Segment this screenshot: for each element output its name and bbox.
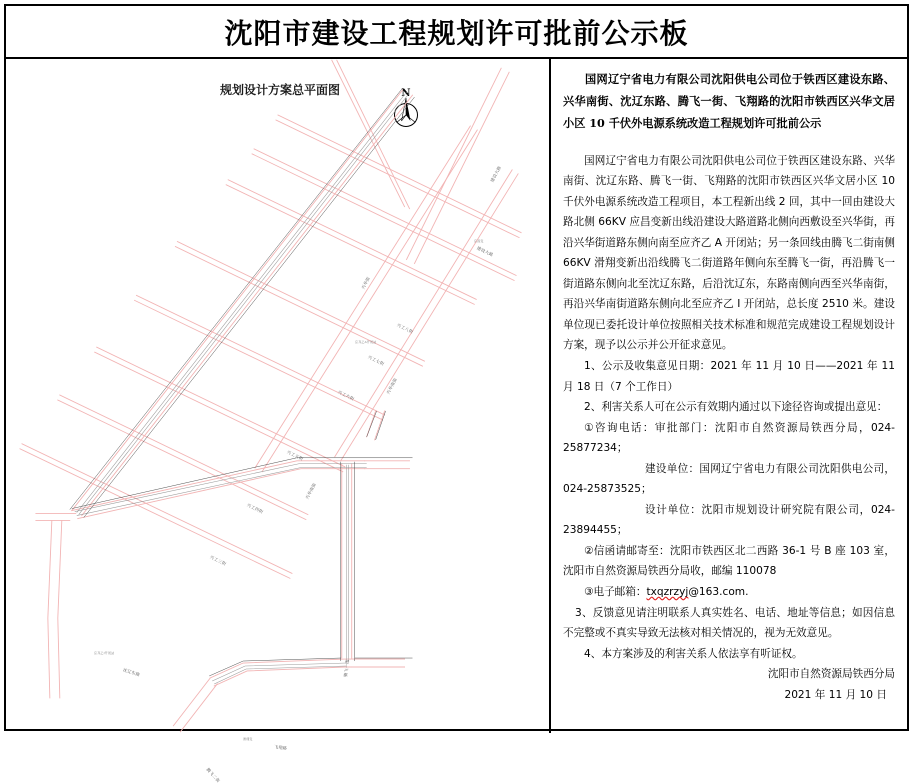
facility-label: 应昌变 bbox=[474, 239, 484, 243]
notice-item-1: 1、公示及收集意见日期：2021 年 11 月 10 日——2021 年 11 月 18 日（7 个工作日） bbox=[563, 360, 895, 393]
road-name-label: 建设大路 bbox=[489, 165, 503, 183]
notice-heading: 国网辽宁省电力有限公司沈阳供电公司位于铁西区建设东路、兴华南街、沈辽东路、腾飞一街、飞翔路的沈阳市铁西区兴华文居小区 10 千伏外电源系统改造工程规划许可批前公示 bbox=[563, 72, 895, 130]
board-title-bar bbox=[6, 6, 907, 59]
road-network-drawing bbox=[6, 59, 549, 733]
site-plan-panel bbox=[6, 59, 551, 784]
public-notice-board bbox=[4, 4, 909, 784]
notice-item-2d-mail-address: ②信函请邮寄至：沈阳市铁西区北二西路 36-1 号 B 座 103 室，沈阳市自然资源局铁西分局收，邮编 110078 bbox=[563, 544, 895, 578]
road-name-label: 兴工八街 bbox=[396, 322, 415, 335]
facility-label: 滑翔变 bbox=[243, 737, 253, 741]
signature-date: 2021 年 11 月 10 日 bbox=[784, 688, 887, 701]
road-name-label: 飞翔路 bbox=[273, 744, 288, 751]
svg-text:N: N bbox=[401, 88, 411, 99]
board-body bbox=[6, 59, 907, 784]
facility-label: 应齐乙I开闭站 bbox=[94, 651, 115, 655]
road-name-label: 兴工五街 bbox=[286, 449, 305, 462]
road-name-label: 兴工四街 bbox=[246, 502, 265, 515]
notice-item-2: 2、利害关系人可在公示有效期内通过以下途径咨询或提出意见： bbox=[584, 401, 888, 414]
email-label: ③电子邮箱： bbox=[584, 586, 647, 599]
notice-text-panel bbox=[551, 59, 907, 733]
notice-item-3: 3、反馈意见请注明联系人真实姓名、电话、地址等信息；如因信息不完整或不真实导致无法核对相关情况的，视为无效意见。 bbox=[563, 606, 895, 640]
facility-label: 应齐乙A开闭站 bbox=[355, 340, 377, 344]
signature-organization: 沈阳市自然资源局铁西分局 bbox=[767, 668, 895, 681]
email-user: txqzrzyj bbox=[646, 586, 689, 599]
notice-item-2b-phone-builder: 建设单位：国网辽宁省电力有限公司沈阳供电公司，024-25873525； bbox=[563, 462, 895, 496]
road-name-label: 兴工六街 bbox=[337, 389, 356, 402]
page-title: 沈阳市建设工程规划许可批前公示板 bbox=[224, 16, 689, 50]
notice-item-2c-phone-designer: 设计单位：沈阳市规划设计研究院有限公司，024-23894455； bbox=[563, 503, 895, 537]
notice-item-4: 4、本方案涉及的利害关系人依法享有听证权。 bbox=[584, 647, 803, 660]
road-name-label: 兴华南街 bbox=[385, 377, 399, 395]
notice-body: 国网辽宁省电力有限公司沈阳供电公司位于铁西区建设东路、兴华南街、沈辽东路、腾飞一街、飞翔路的沈阳市铁西区兴华文居小区 10 千伏外电源系统改造工程项目，本工程新出线 2 回，其中一回由建设大路北侧 66KV 应昌变新出线沿建设大路道路北侧向西敷设至兴华街，再沿兴华街道路东侧向南至应齐乙 A 开闭站；另一条回线由腾飞二街南侧 66KV 滑翔变新出沿线腾飞二街道路年侧向东至腾飞一街，再沿腾飞一街道路东侧向北至沈辽东路，后沿沈辽东，东路南侧向西至兴华南街，再沿兴华南街道路东侧向北至应齐乙 I 开闭站，总长度 2510 米。建设单位现已委托设计单位按照相关技术标准和规范完成建设工程规划设计方案，现予以公示并公开征求意见。 bbox=[563, 154, 895, 352]
road-name-label: 兴华街 bbox=[360, 275, 371, 290]
road-name-label: 兴工七街 bbox=[367, 354, 386, 367]
map-title: 规划设计方案总平面图 bbox=[220, 83, 341, 97]
road-name-label: 兴华南街 bbox=[304, 482, 318, 500]
road-name-label: 沈辽东路 bbox=[122, 667, 141, 678]
email-domain: @163.com. bbox=[688, 586, 749, 599]
road-name-label: 腾飞二街 bbox=[205, 766, 221, 784]
notice-item-2a-phone-approval: ①咨询电话：审批部门：沈阳市自然资源局铁西分局，024-25877234； bbox=[563, 421, 895, 455]
road-name-label: 腾飞一街 bbox=[343, 659, 350, 678]
road-name-label: 建设大路 bbox=[476, 245, 495, 258]
notice-item-2e-email bbox=[563, 582, 895, 603]
road-name-label: 兴工三街 bbox=[209, 554, 228, 567]
